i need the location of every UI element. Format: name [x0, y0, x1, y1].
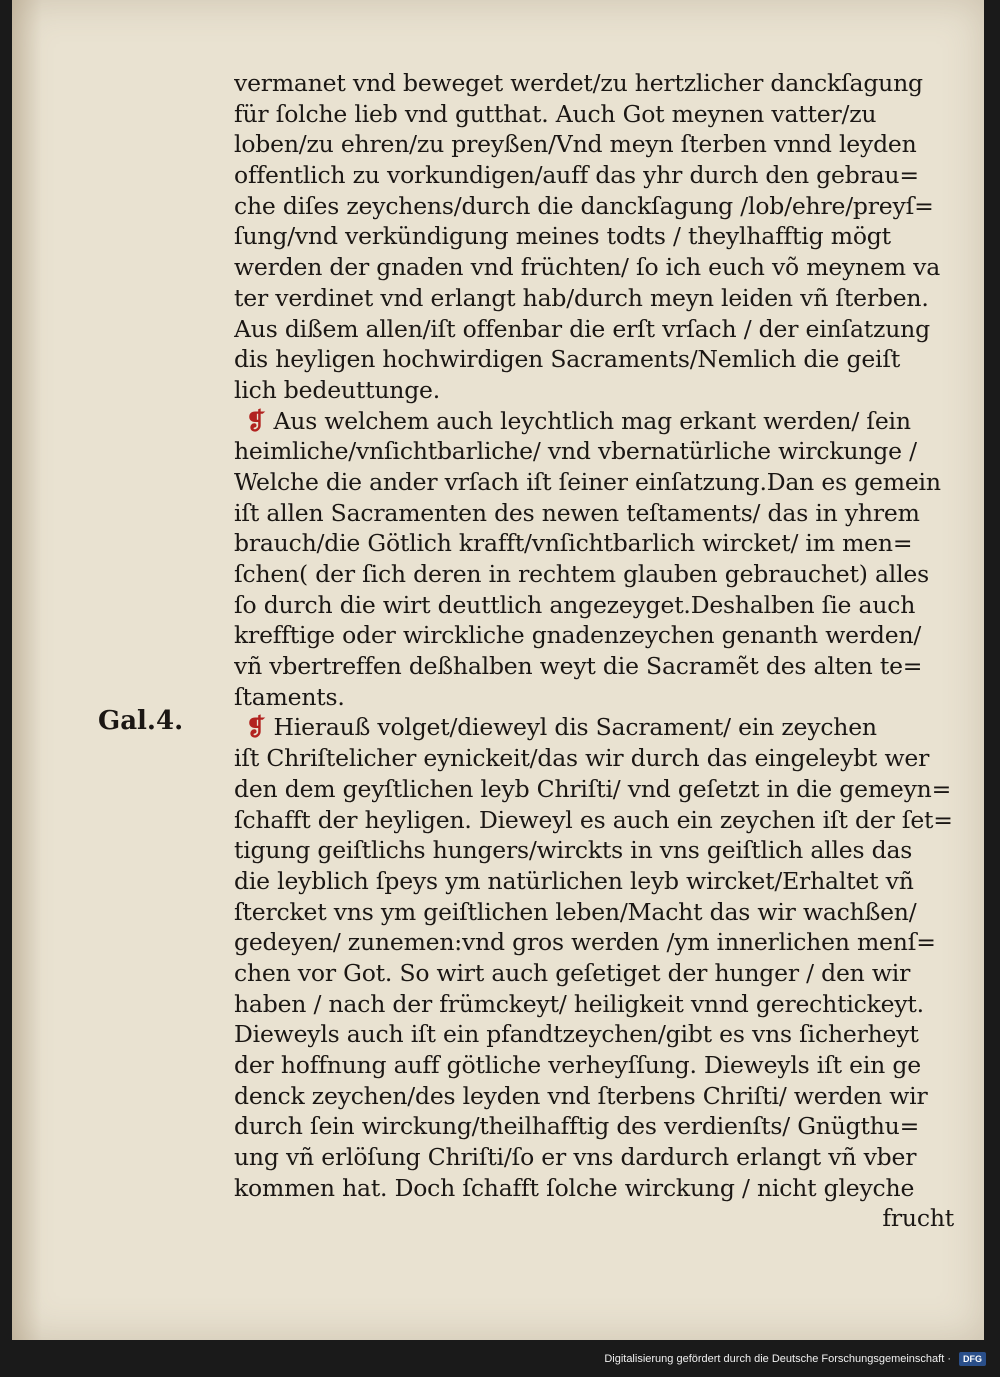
text-line: Welche die ander vrſach iſt ſeiner einſatzung.Dan es gemein — [234, 467, 941, 496]
text-line: haben / nach der frümckeyt/ heiligkeit vnnd gerechtickeyt. — [234, 989, 924, 1018]
text-line: ſtaments. — [234, 682, 345, 711]
text-line: den dem geyſtlichen leyb Chriſti/ vnd geſetzt in die gemeyn= — [234, 774, 952, 803]
text-line: ung vñ erlöſung Chriſti/ſo er vns dardurch erlangt vñ vber — [234, 1143, 917, 1172]
text-span: Aus welchem auch leychtlich mag erkant werden/ ſein — [273, 406, 911, 435]
text-line: ſtercket vns ym geiſtlichen leben/Macht das wir wachßen/ — [234, 897, 917, 926]
text-line: ter verdinet vnd erlangt hab/durch meyn leiden vñ ſterben. — [234, 283, 929, 312]
text-line: che diſes zeychens/durch die danckſagung /lob/ehre/preyſ= — [234, 191, 934, 220]
text-line: für ſolche lieb vnd gutthat. Auch Got meynen vatter/zu — [234, 99, 877, 128]
text-line: werden der gnaden vnd früchten/ ſo ich euch võ meynem va — [234, 253, 941, 282]
catchword: frucht — [882, 1204, 954, 1233]
text-line: krefftige oder wirckliche gnadenzeychen genanth werden/ — [234, 621, 922, 650]
text-line: Aus dißem allen/iſt offenbar die erſt vrſach / der einſatzung — [234, 314, 930, 343]
text-line: ſung/vnd verkündigung meines todts / theylhafftig mögt — [234, 222, 891, 251]
paragraph-start-line — [234, 406, 954, 437]
text-line: tigung geiſtlichs hungers/wirckts in vns geiſtlich alles das — [234, 836, 913, 865]
text-line: gedeyen/ zunemen:vnd gros werden /ym innerlichen menſ= — [234, 928, 936, 957]
text-line: ſchafft der heyligen. Dieweyl es auch ein zeychen iſt der ſet= — [234, 805, 953, 834]
text-line: brauch/die Götlich krafft/vnſichtbarlich wircket/ im men= — [234, 529, 913, 558]
text-line: Dieweyls auch iſt ein pfandtzeychen/gibt es vns ſicherheyt — [234, 1020, 919, 1049]
paragraph-mark-icon: ❡ — [246, 406, 266, 435]
text-line: iſt Chriſtelicher eynickeit/das wir durch das eingeleybt wer — [234, 744, 930, 773]
body-text — [234, 68, 954, 1234]
text-line: durch ſein wirckung/theilhafftig des verdienſts/ Gnügthu= — [234, 1112, 920, 1141]
text-line: ſo durch die wirt deuttlich angezeyget.Deshalben ſie auch — [234, 590, 916, 619]
text-line: ſchen( der ſich deren in rechtem glauben gebrauchet) alles — [234, 560, 929, 588]
text-line: chen vor Got. So wirt auch geſetiget der hunger / den wir — [234, 958, 911, 987]
margin-note-galatians: Gal.4. — [98, 706, 184, 736]
text-line: der hoffnung auff götliche verheyſſung. Dieweyls iſt ein ge — [234, 1051, 921, 1079]
text-line: offentlich zu vorkundigen/auff das yhr durch den gebrau= — [234, 161, 919, 190]
text-line: lich bedeuttunge. — [234, 375, 441, 404]
paragraph-mark-icon: ❡ — [246, 713, 266, 742]
book-page — [12, 0, 984, 1340]
text-line: heimliche/vnſichtbarliche/ vnd vbernatürliche wirckunge / — [234, 437, 917, 466]
text-line: dis heyligen hochwirdigen Sacraments/Nemlich die geiſt — [234, 345, 901, 374]
digitization-footer — [604, 1347, 986, 1371]
text-line: kommen hat. Doch ſchafft ſolche wirckung / nicht gleyche — [234, 1173, 915, 1202]
text-line: loben/zu ehren/zu preyßen/Vnd meyn ſterben vnnd leyden — [234, 130, 917, 159]
paragraph-start-line — [234, 712, 954, 743]
text-line: die leyblich ſpeys ym natürlichen leyb wircket/Erhaltet vñ — [234, 866, 914, 895]
text-span: Hierauß volget/dieweyl dis Sacrament/ ein zeychen — [273, 713, 877, 742]
text-line: denck zeychen/des leyden vnd ſterbens Chriſti/ werden wir — [234, 1081, 928, 1110]
text-line: iſt allen Sacramenten des newen teſtaments/ das in yhrem — [234, 498, 920, 527]
dfg-logo-icon: DFG — [959, 1352, 986, 1366]
footer-credit: Digitalisierung gefördert durch die Deutsche Forschungsgemeinschaft · — [604, 1353, 951, 1365]
text-line: vñ vbertreffen deßhalben weyt die Sacramẽt des alten te= — [234, 652, 923, 681]
page-gutter — [12, 0, 42, 1340]
text-line: vermanet vnd beweget werdet/zu hertzlicher danckſagung — [234, 69, 923, 97]
